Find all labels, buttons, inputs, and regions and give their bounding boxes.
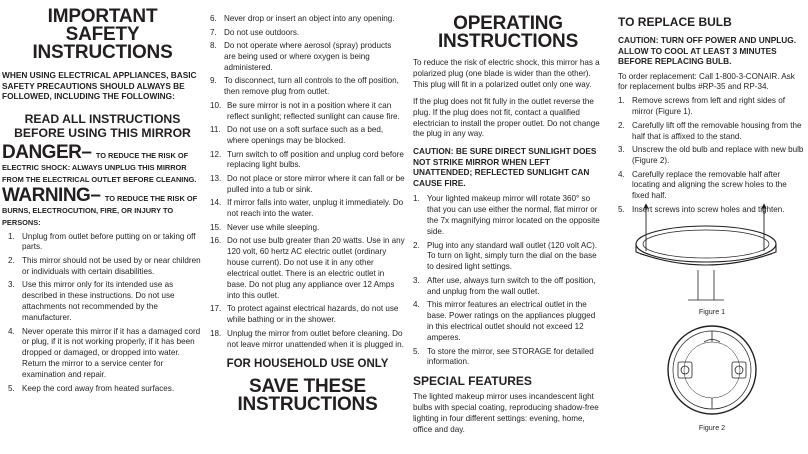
operating-list — [413, 194, 603, 368]
safety-title — [2, 8, 203, 62]
sunlight-caution: CAUTION: BE SURE DIRECT SUNLIGHT DOES NOT STRIKE MIRROR WHEN LEFT UNATTENDED; REFLECTED SUNLIGHT CAN CAUSE FIRE. — [413, 146, 597, 188]
safety-intro: WHEN USING ELECTRICAL APPLIANCES, BASIC SAFETY PRECAUTIONS SHOULD ALWAYS BE FOLLOWED, INCLUDING THE FOLLOWING: — [2, 70, 197, 101]
list-item: 11. Do not use on a soft surface such as a bed, where openings may be blocked. — [210, 125, 384, 146]
list-item: 1. Remove screws from left and right sides of mirror (Figure 1). — [618, 96, 785, 117]
figure-1-mirror-housing — [618, 196, 806, 306]
danger-word: DANGER — [2, 141, 82, 163]
household-use-heading: FOR HOUSEHOLD USE ONLY — [226, 357, 389, 370]
list-item: 1. Unplug from outlet before putting on or taking off parts. — [8, 231, 196, 252]
list-item: 8. Do not operate where aerosol (spray) products are being used or where oxygen is being administered. — [210, 41, 392, 72]
list-item: 3. Use this mirror only for its intended use as described in these instructions. Do not use attachments not recommended by the manufacturer. — [8, 280, 175, 323]
title-line: INSTRUCTIONS — [437, 31, 579, 52]
order-replacement-text: To order replacement: Call 1-800-3-CONAIR. Ask for replacement bulbs #RP-35 and RP-34. — [618, 71, 795, 92]
save-instructions-title — [210, 375, 405, 415]
list-item: 2. Plug into any standard wall outlet (120 volt AC). To turn on light, simply turn the dial on the base to desired light settings. — [413, 240, 598, 272]
list-item: 4. Carefully replace the removable half after locating and aligning the screw holes to the fixed half. — [618, 169, 787, 201]
list-item: 3. Unscrew the old bulb and replace with new bulb (Figure 2). — [618, 145, 804, 166]
list-item: 5. Keep the cord away from heated surfaces. — [8, 383, 175, 393]
list-item: 16. Do not use bulb greater than 20 watts. Use in any 120 volt, 60 hertz AC electric outlet (ordinary house current). Do not use it in any other electrical outlet. There is an electric outlet in base. Do not plug any appliance over 12 Amps into this outlet. — [210, 236, 405, 300]
operating-title — [413, 15, 603, 51]
read-all-heading: READ ALL INSTRUCTIONS BEFORE USING THIS MIRROR — [14, 111, 191, 140]
warning-text: TO REDUCE THE RISK OF BURNS, ELECTROCUTION, FIRE, OR INJURY TO PERSONS: — [2, 193, 198, 227]
list-item: 5. Insert screws into screw holes and tighten. — [618, 204, 785, 214]
safety-list-b — [210, 14, 405, 351]
list-item: 5. To store the mirror, see STORAGE for detailed information. — [413, 346, 594, 367]
danger-text: TO REDUCE THE RISK OF ELECTRIC SHOCK: ALWAYS UNPLUG THIS MIRROR FROM THE ELECTRICAL OUTLET BEFORE CLEANING. — [2, 150, 197, 184]
replace-bulb-heading: TO REPLACE BULB — [618, 15, 732, 29]
list-item: 3. After use, always turn switch to the off position, and unplug from the wall outlet. — [413, 275, 596, 296]
safety-list-a — [2, 232, 203, 395]
list-item: 15. Never use while sleeping. — [210, 222, 320, 232]
danger-dash: – — [81, 141, 92, 163]
safety-column — [2, 0, 203, 454]
list-item: 12. Turn switch to off position and unplug cord before replacing light bulbs. — [210, 149, 404, 170]
list-item: 1. Your lighted makeup mirror will rotate 360° so that you can use either the normal, flat mirror or the 7x magnifying mirror located on the opposite side. — [413, 194, 600, 237]
list-item: 17. To protect against electrical hazards, do not use while bathing or in the shower. — [210, 304, 399, 325]
bulb-caution: CAUTION: TURN OFF POWER AND UNPLUG. ALLOW TO COOL AT LEAST 3 MINUTES BEFORE REPLACING BULB. — [618, 35, 797, 66]
list-item: 13. Do not place or store mirror where it can fall or be pulled into a tub or sink. — [210, 173, 405, 194]
title-line: SAFETY — [65, 24, 140, 45]
figure-2-bulb-layout — [618, 322, 806, 418]
list-item: 10. Be sure mirror is not in a position where it can reflect sunlight; reflected sunlight can cause fire. — [210, 100, 400, 121]
figure-1-caption: Figure 1 — [698, 307, 726, 316]
list-item: 14. If mirror falls into water, unplug it immediately. Do not reach into the water. — [210, 198, 404, 219]
list-item: 9. To disconnect, turn all controls to the off position, then remove plug from outlet. — [210, 76, 399, 97]
safety-column-continued — [210, 0, 405, 454]
list-item: 4. This mirror features an electrical outlet in the base. Power ratings on the appliances plugged in this electrical outlet should not exceed 12 amperes. — [413, 300, 596, 342]
title-line: IMPORTANT — [47, 6, 158, 27]
warning-dash: – — [90, 184, 101, 206]
danger-block — [2, 141, 203, 185]
title-line: SAVE THESE — [249, 375, 366, 397]
replace-bulb-column — [618, 0, 806, 454]
warning-word: WARNING — [2, 184, 91, 206]
title-line: INSTRUCTIONS — [32, 42, 173, 63]
title-line: INSTRUCTIONS — [237, 393, 378, 415]
figure-2-caption: Figure 2 — [698, 423, 726, 432]
warning-block — [2, 184, 203, 228]
operating-column — [413, 0, 603, 454]
list-item: 7. Do not use outdoors. — [210, 27, 300, 37]
plug-fit-text: If the plug does not fit fully in the outlet reverse the plug. If the plug does not fit, contact a qualified electrician to install the proper outlet. Do not change the plug in any way. — [413, 96, 600, 139]
list-item: 6. Never drop or insert an object into any opening. — [210, 14, 395, 23]
special-features-heading: SPECIAL FEATURES — [413, 374, 532, 389]
list-item: 2. This mirror should not be used by or near children or individuals with certain disabilities. — [8, 255, 201, 276]
special-features-text: The lighted makeup mirror uses incandescent light bulbs with special coating, reproducing shadow-free lighting in four different settings: evening, home, office and day. — [413, 392, 599, 435]
list-item: 18. Unplug the mirror from outlet before cleaning. Do not leave mirror unattended when it is plugged in. — [210, 328, 404, 349]
list-item: 4. Never operate this mirror if it has a damaged cord or plug, if it is not working properly, if it has been dropped or damaged, or dropped into water. Return the mirror to a service center for examination and repair. — [8, 326, 201, 380]
polarized-plug-text: To reduce the risk of electric shock, this mirror has a polarized plug (one blade is wider than the other). This plug will fit in a polarized outlet only one way. — [413, 58, 600, 89]
title-line: OPERATING — [453, 13, 563, 34]
list-item: 2. Carefully lift off the removable housing from the half that is affixed to the stand. — [618, 120, 802, 141]
